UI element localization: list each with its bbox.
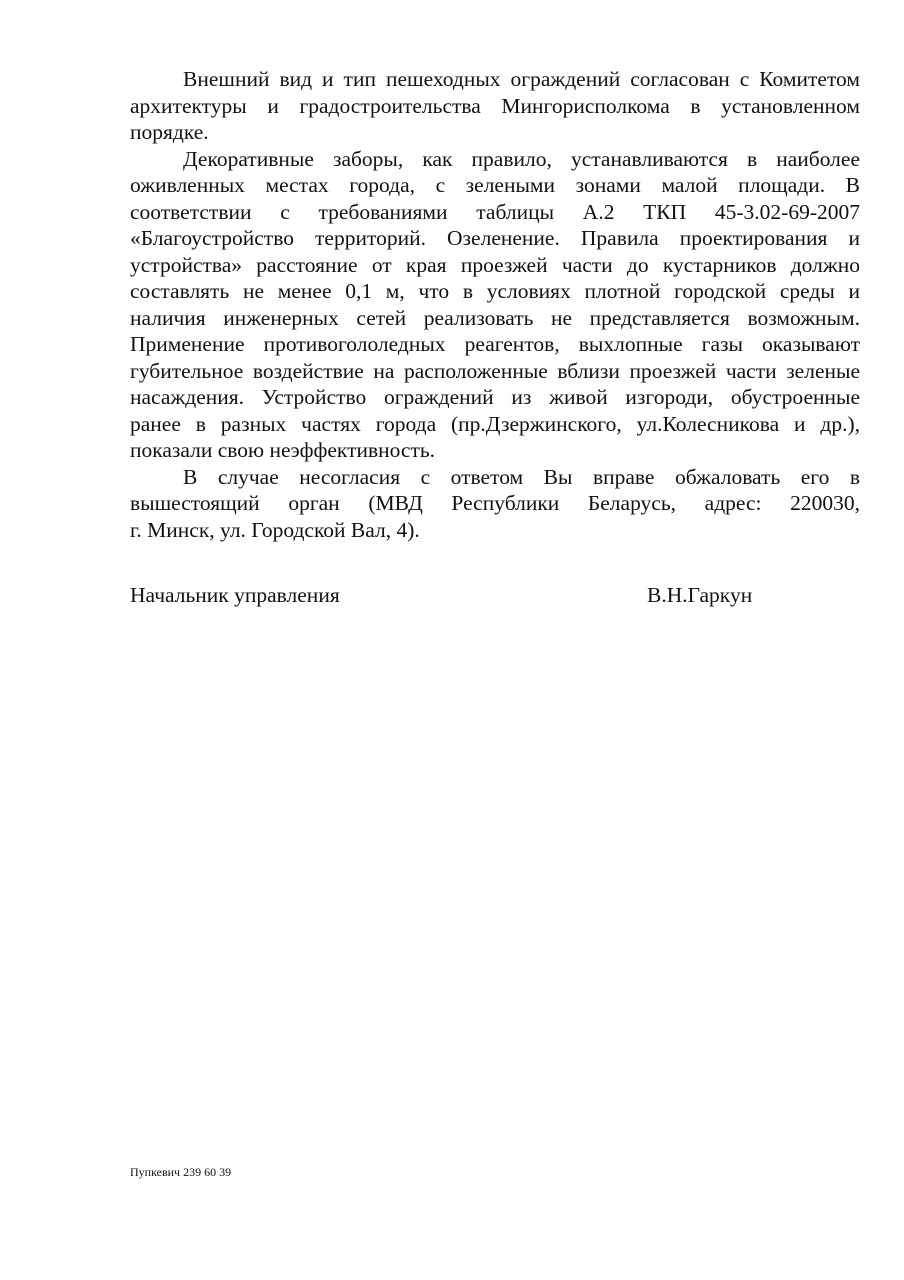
text-line: «Благоустройство территорий. Озеленение. Правила проектирования и	[130, 226, 860, 250]
signature-position: Начальник управления	[130, 583, 340, 607]
text-line: г. Минск, ул. Городской Вал, 4).	[130, 517, 420, 542]
text-line: Декоративные заборы, как правило, устанавливаются в наиболее	[183, 146, 860, 171]
text-line: губительное воздействие на расположенные вблизи проезжей части зеленые	[130, 358, 860, 383]
text-line: ранее в разных частях города (пр.Дзержинского, ул.Колесникова и др.),	[130, 411, 860, 436]
text-line: показали свою неэффективность.	[130, 438, 436, 462]
text-line: оживленных местах города, с зелеными зонами малой площади. В	[130, 173, 860, 197]
text-line: наличия инженерных сетей реализовать не представляется возможным.	[130, 305, 860, 330]
text-line: соответствии с требованиями таблицы А.2 ТКП 45-3.02-69-2007	[130, 199, 860, 224]
text-line: составлять не менее 0,1 м, что в условиях плотной городской среды и	[130, 279, 860, 303]
signature-name: В.Н.Гаркун	[647, 583, 753, 607]
paragraph	[130, 66, 860, 146]
text-line: устройства» расстояние от края проезжей части до кустарников должно	[130, 252, 860, 277]
text-line: Внешний вид и тип пешеходных ограждений согласован с Комитетом	[183, 67, 860, 91]
text-line: насаждения. Устройство ограждений из живой изгороди, обустроенные	[130, 385, 860, 409]
letter-body	[130, 66, 860, 543]
paragraph	[130, 146, 860, 464]
footer-contact: Пупкевич 239 60 39	[130, 1165, 232, 1179]
text-line: вышестоящий орган (МВД Республики Беларусь, адрес: 220030,	[130, 491, 860, 515]
text-line: архитектуры и градостроительства Мингорисполкома в установленном	[130, 93, 860, 118]
text-line: В случае несогласия с ответом Вы вправе обжаловать его в	[183, 464, 860, 489]
paragraph	[130, 464, 860, 544]
text-line: порядке.	[130, 120, 209, 144]
text-line: Применение противогололедных реагентов, выхлопные газы оказывают	[130, 332, 860, 356]
